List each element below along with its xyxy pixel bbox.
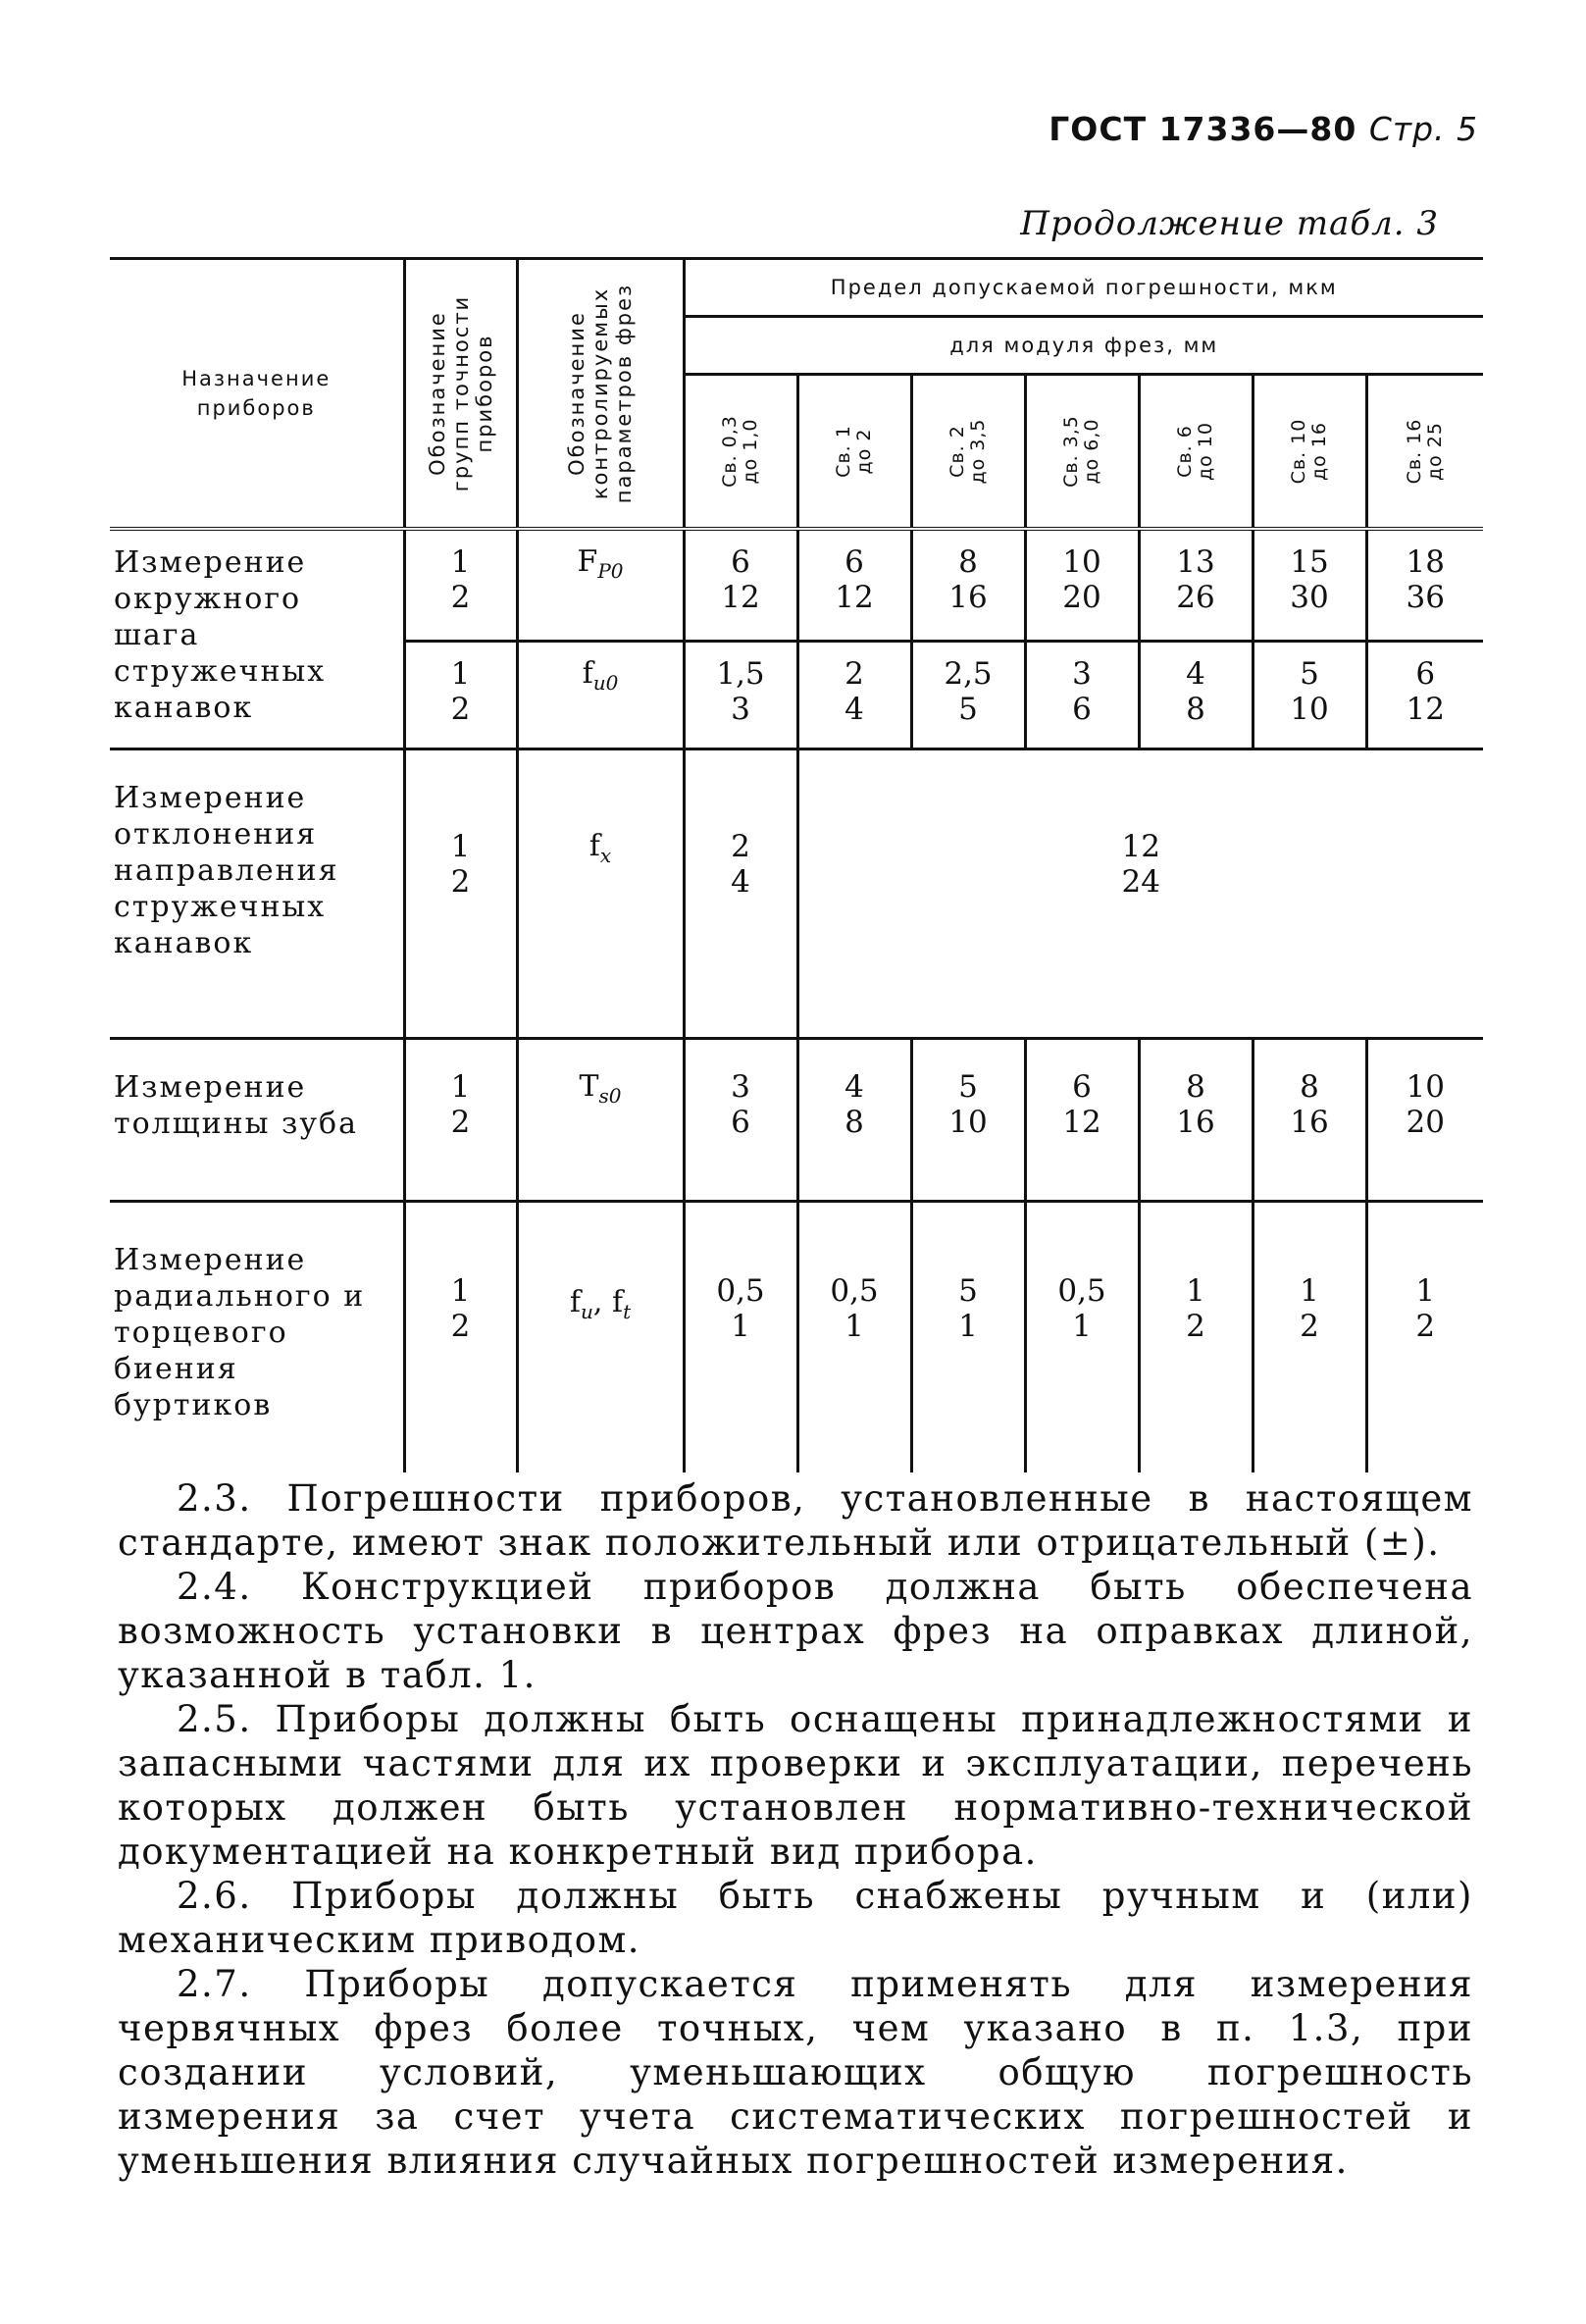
value-cell: 6 12	[1025, 1038, 1139, 1201]
accuracy-groups: 1 2	[404, 1201, 517, 1472]
paragraph-2-5: 2.5. Приборы должны быть оснащены принадлежностями и запасными частями для их проверки и эксплуатации, перечень которых должен быть установлен нормативно-технической документацией на конкретный вид прибора.	[118, 1698, 1473, 1873]
value-cell: 2 4	[797, 641, 911, 749]
row-purpose-flute-direction: Измерение отклонения направления стружечных канавок	[114, 780, 339, 960]
header-range-4: Св. 3,5 до 6,0	[1025, 375, 1139, 530]
value-cell: 6 12	[797, 529, 911, 641]
parameter-symbol: $f_u$, $f_t$	[517, 1201, 684, 1472]
accuracy-groups: 1 2	[404, 749, 517, 1038]
value-cell: 3 6	[1025, 641, 1139, 749]
accuracy-groups: 1 2	[404, 529, 517, 641]
header-range-6: Св. 10 до 16	[1253, 375, 1366, 530]
paragraph-2-6: 2.6. Приборы должны быть снабжены ручным и (или) механическим приводом.	[118, 1875, 1473, 1961]
table-caption: Продолжение табл. 3	[1020, 204, 1439, 243]
header-accuracy-group: Обозначение групп точности приборов	[404, 259, 517, 530]
value-cell: 3 6	[684, 1038, 797, 1201]
page-number: Стр. 5	[1368, 110, 1478, 148]
header-purpose: Назначение приборов	[110, 259, 404, 530]
value-cell: 15 30	[1253, 529, 1366, 641]
paragraph-2-7: 2.7. Приборы допускается применять для измерения червячных фрез более точных, чем указано в п. 1.3, при создании условий, уменьшающих общую погрешность измерения за счет учета систематических погрешностей и уменьшения влияния случайных погрешностей измерения.	[118, 1963, 1473, 2182]
header-range-3: Св. 2 до 3,5	[911, 375, 1025, 530]
value-cell: 13 26	[1139, 529, 1253, 641]
parameter-symbol: $F_{P0}$	[517, 529, 684, 641]
value-cell: 5 10	[911, 1038, 1025, 1201]
paragraph-2-4: 2.4. Конструкцией приборов должна быть обеспечена возможность установки в центрах фрез на оправках длиной, указанной в табл. 1.	[118, 1566, 1473, 1696]
header-range-7: Св. 16 до 25	[1366, 375, 1483, 530]
value-cell: 6 12	[684, 529, 797, 641]
header-range-5: Св. 6 до 10	[1139, 375, 1253, 530]
value-cell: 1 2	[1253, 1201, 1366, 1472]
parameter-symbol: $f_{u0}$	[517, 641, 684, 749]
value-cell: 4 8	[797, 1038, 911, 1201]
value-cell: 8 16	[1253, 1038, 1366, 1201]
accuracy-groups: 1 2	[404, 1038, 517, 1201]
value-cell: 10 20	[1366, 1038, 1483, 1201]
value-cell: 5 10	[1253, 641, 1366, 749]
parameter-symbol: $T_{s0}$	[517, 1038, 684, 1201]
value-cell: 6 12	[1366, 641, 1483, 749]
value-cell: 2,5 5	[911, 641, 1025, 749]
row-purpose-runout: Измерение радиального и торцевого биения буртиков	[114, 1242, 366, 1422]
standard-number: ГОСТ 17336—80	[1049, 110, 1357, 148]
value-cell: 0,5 1	[797, 1201, 911, 1472]
header-parameters: Обозначение контролируемых параметров фрез	[517, 259, 684, 530]
row-purpose-circular-pitch: Измерение окружного шага стружечных канавок	[114, 545, 327, 725]
page-header	[1049, 110, 1478, 148]
value-cell: 5 1	[911, 1201, 1025, 1472]
header-error-limit: Предел допускаемой погрешности, мкм	[684, 259, 1483, 317]
header-module: для модуля фрез, мм	[684, 317, 1483, 375]
value-cell: 0,5 1	[684, 1201, 797, 1472]
accuracy-groups: 1 2	[404, 641, 517, 749]
tolerance-table	[110, 257, 1483, 1472]
value-cell: 1,5 3	[684, 641, 797, 749]
paragraph-2-3: 2.3. Погрешности приборов, установленные в настоящем стандарте, имеют знак положительный или отрицательный (±).	[118, 1477, 1473, 1564]
value-cell: 8 16	[1139, 1038, 1253, 1201]
value-cell: 0,5 1	[1025, 1201, 1139, 1472]
header-range-1: Св. 0,3 до 1,0	[684, 375, 797, 530]
parameter-symbol: $f_x$	[517, 749, 684, 1038]
value-cell: 4 8	[1139, 641, 1253, 749]
value-cell: 18 36	[1366, 529, 1483, 641]
value-cell: 1 2	[1366, 1201, 1483, 1472]
value-cell: 8 16	[911, 529, 1025, 641]
merged-value-cell: 12 24	[797, 749, 1483, 1038]
row-purpose-tooth-thickness: Измерение толщины зуба	[114, 1069, 358, 1141]
value-cell: 10 20	[1025, 529, 1139, 641]
header-range-2: Св. 1 до 2	[797, 375, 911, 530]
value-cell: 2 4	[684, 749, 797, 1038]
value-cell: 1 2	[1139, 1201, 1253, 1472]
